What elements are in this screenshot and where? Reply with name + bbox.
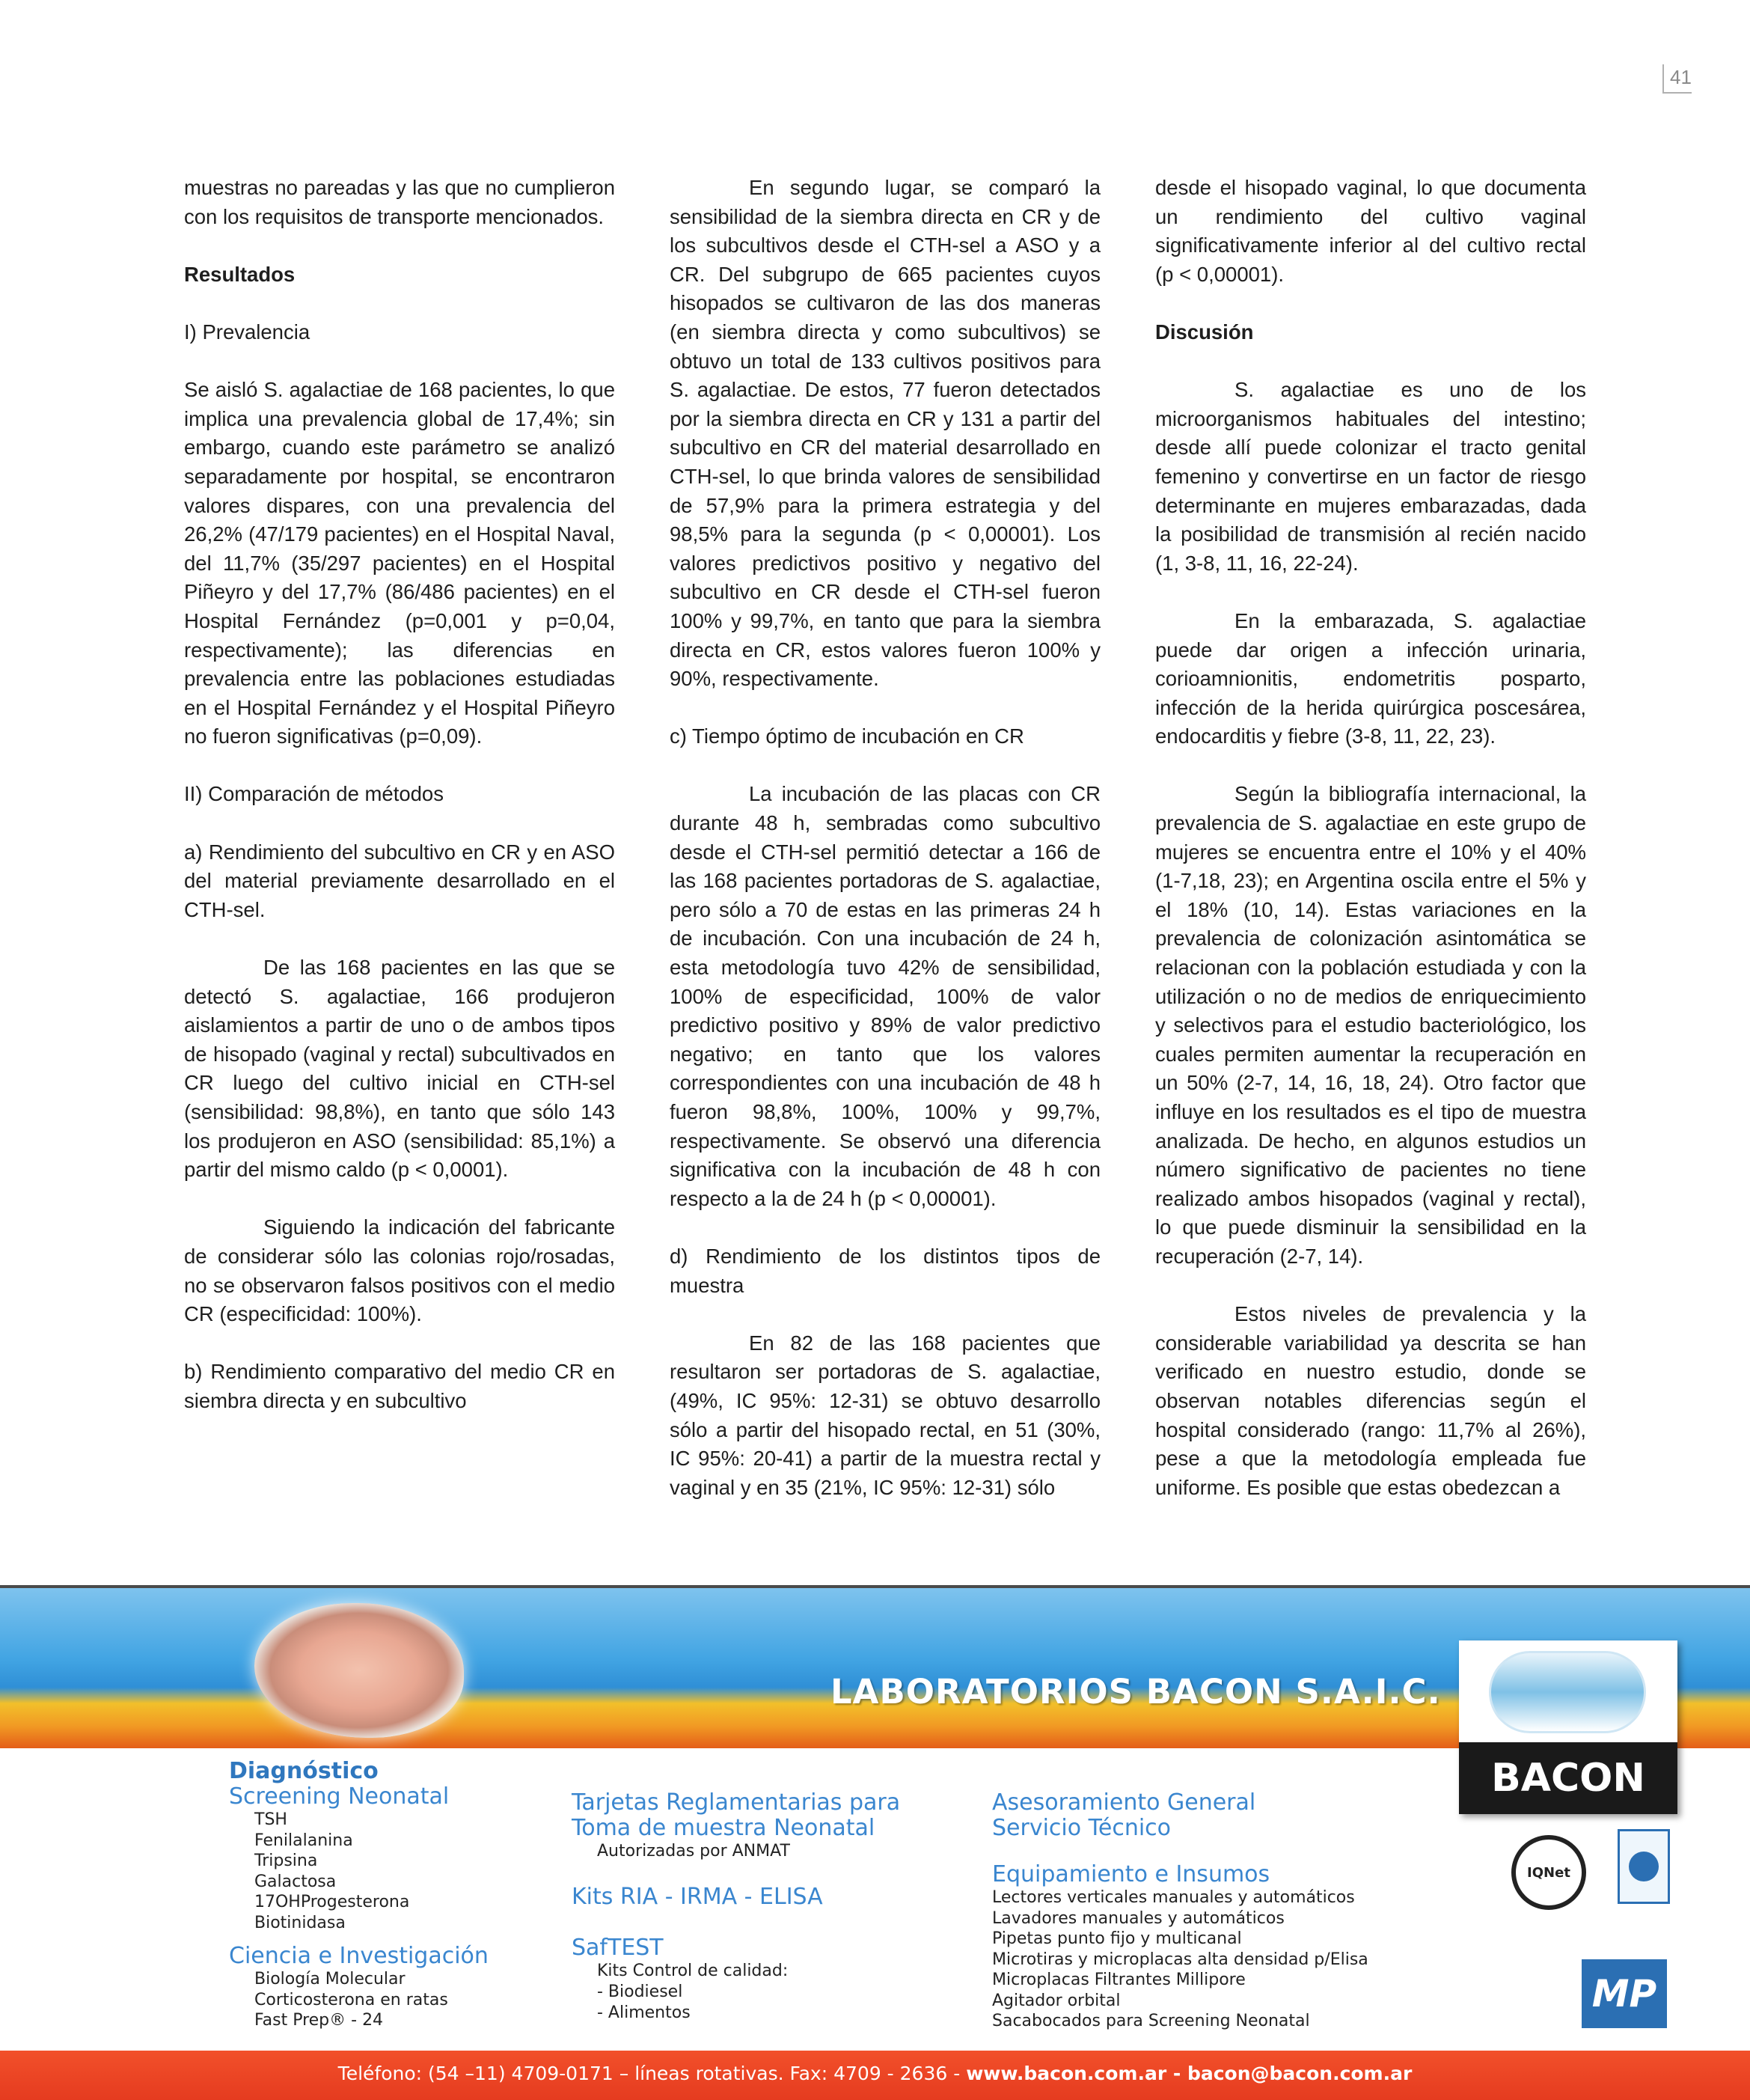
ad-company-name: LABORATORIOS BACON S.A.I.C. [830,1672,1441,1712]
section-heading: Discusión [1155,320,1254,344]
ad-tarjetas-note: Autorizadas por ANMAT [597,1842,790,1861]
ad-asesoramiento-1: Asesoramiento General [992,1789,1256,1816]
ad-list-item: Galactosa [254,1872,337,1891]
ad-contact-footer [0,2051,1750,2100]
bacon-logo-mark [1489,1651,1646,1733]
ad-list-item: Biotinidasa [254,1913,346,1932]
ad-list-item: Corticosterona en ratas [254,1990,448,2009]
ad-footer-web-email: www.bacon.com.ar - bacon@bacon.com.ar [966,2063,1413,2084]
ad-saftest-list [572,1982,900,2024]
ad-list-item: Fenilalanina [254,1831,353,1850]
ad-asesoramiento-2: Servicio Técnico [992,1815,1172,1841]
paragraph: S. agalactiae es uno de los microorganismos habituales del intestino; desde allí puede colonizar el tracto genital femenino y convertirse en un factor de riesgo determinante en mujeres embarazadas, dada la posibilidad de transmisión al recién nacido (1, 3-8, 11, 16, 22-24). [1155,378,1586,575]
ad-diagnostico-title: Diagnóstico [229,1758,379,1784]
text-column-2 [670,174,1101,1502]
paragraph: Estos niveles de prevalencia y la considerable variabilidad ya descrita se han verificado en nuestro estudio, donde se observan notables diferencias según el hospital considerado (rango: 11,7% al 26%), pese a que la metodología empleada fue uniforme. Es posible que estas obedezcan a [1155,1302,1586,1499]
iqnet-seal-text: IQNet [1527,1864,1570,1881]
ad-list-item: - Alimentos [597,2003,691,2022]
baby-feet-photo [254,1603,464,1738]
ad-tarjetas-title-1: Tarjetas Reglamentarias para [572,1789,901,1816]
ad-tarjetas-block [572,1790,900,2024]
ad-list-item: TSH [254,1810,287,1829]
ad-list-item: Microtiras y microplacas alta densidad p/Elisa [992,1950,1368,1969]
text-column-3 [1155,174,1586,1502]
ad-list-item: Lectores verticales manuales y automáticos [992,1888,1355,1907]
quality-certification-badge [1618,1829,1670,1904]
ad-kits-title: Kits RIA - IRMA - ELISA [572,1884,823,1910]
mp-logo: MP [1582,1959,1667,2028]
ad-equip-title: Equipamiento e Insumos [992,1861,1270,1887]
paragraph: desde el hisopado vaginal, lo que documenta un rendimiento del cultivo vaginal significativamente inferior al del cultivo rectal (p < 0,00001). [1155,176,1586,286]
paragraph: d) Rendimiento de los distintos tipos de muestra [670,1244,1101,1297]
certification-icon [1629,1852,1659,1881]
ad-screening-list [229,1810,489,1933]
ad-list-item: Pipetas punto fijo y multicanal [992,1929,1242,1948]
ad-list-item: Sacabocados para Screening Neonatal [992,2012,1310,2030]
paragraph: muestras no pareadas y las que no cumplieron con los requisitos de transporte mencionados. [184,176,615,228]
page-number: 41 [1662,64,1692,94]
paragraph: En 82 de las 168 pacientes que resultaron ser portadoras de S. agalactiae, (49%, IC 95%: 12-31) se obtuvo desarrollo sólo a partir del hisopado rectal, en 51 (30%, IC 95%: 20-41) a partir de la muestra rectal y vaginal y en 35 (21%, IC 95%: 12-31) sólo [670,1331,1101,1499]
paragraph: I) Prevalencia [184,320,310,344]
advertisement [0,1585,1750,2100]
paragraph: II) Comparación de métodos [184,782,444,806]
paragraph: En segundo lugar, se comparó la sensibilidad de la siembra directa en CR y de los subcultivos desde el CTH-sel a ASO y a CR. Del subgrupo de 665 pacientes cuyos hisopados se cultivaron de las dos maneras (en siembra directa y como subcultivos) se obtuvo un total de 133 cultivos positivos para S. agalactiae. De estos, 77 fueron detectados por la siembra directa en CR y 131 a partir del subcultivo en CR del material desarrollado en CTH-sel, lo que brinda valores de sensibilidad de 57,9% para la primera estrategia y del 98,5% para la segunda (p < 0,00001). Los valores predictivos positivo y negativo del subcultivo en CR desde el CTH-sel fueron 100% y 99,7%, en tanto que para la siembra directa en CR, estos valores fueron 100% y 90%, respectivamente. [670,176,1101,691]
bacon-logo-text: BACON [1459,1742,1677,1814]
paragraph: En la embarazada, S. agalactiae puede dar origen a infección urinaria, corioamnionitis, endometritis posparto, infección de la herida quirúrgica poscesárea, endocarditis y fiebre (3-8, 11, 22, 23). [1155,608,1586,748]
ad-list-item: - Biodiesel [597,1983,683,2001]
ad-list-item: Lavadores manuales y automáticos [992,1908,1285,1928]
ad-saftest-title: SafTEST [572,1935,664,1961]
paragraph: a) Rendimiento del subcultivo en CR y en ASO del material previamente desarrollado en el CTH-sel. [184,840,615,921]
paragraph: c) Tiempo óptimo de incubación en CR [670,724,1024,748]
ad-screening-title: Screening Neonatal [229,1783,450,1810]
paragraph: Siguiendo la indicación del fabricante de considerar sólo las colonias rojo/rosadas, no se observaron falsos positivos con el medio CR (especificidad: 100%). [184,1215,615,1326]
paragraph: La incubación de las placas con CR durante 48 h, sembradas como subcultivo desde el CTH-sel permitió detectar a 166 de las 168 pacientes portadoras de S. agalactiae, pero sólo a 70 de estas en las primeras 24 h de incubación. Con una incubación de 24 h, esta metodología tuvo 42% de sensibilidad, 100% de especificidad, 100% de valor predictivo positivo y 89% de valor predictivo negativo; en tanto que los valores correspondientes con una incubación de 48 h fueron 98,8%, 100%, 100% y 99,7%, respectivamente. Se observó una diferencia significativa con la incubación de 48 h con respecto a la de 24 h (p < 0,00001). [670,782,1101,1210]
ad-list-item: 17OHProgesterona [254,1893,410,1911]
ad-list-item: Microplacas Filtrantes Millipore [992,1971,1246,1989]
paragraph: b) Rendimiento comparativo del medio CR en siembra directa y en subcultivo [184,1360,615,1412]
ad-list-item: Fast Prep® - 24 [254,2011,384,2030]
ad-footer-phone: Teléfono: (54 –11) 4709-0171 – líneas rotativas. Fax: 4709 - 2636 - [337,2063,967,2084]
ad-tarjetas-title-2: Toma de muestra Neonatal [572,1815,875,1841]
ad-saftest-note: Kits Control de calidad: [597,1962,789,1980]
paragraph: De las 168 pacientes en las que se detectó S. agalactiae, 166 produjeron aislamientos a partir de uno o de ambos tipos de hisopado (vaginal y rectal) subcultivados en CR luego del cultivo inicial en CTH-sel (sensibilidad: 98,8%), en tanto que sólo 143 los produjeron en ASO (sensibilidad: 85,1%) a partir del mismo caldo (p < 0,0001). [184,956,615,1182]
iqnet-certification-seal [1511,1835,1586,1910]
ad-ciencia-title: Ciencia e Investigación [229,1943,489,1969]
ad-diagnostico-block [229,1759,489,2031]
paragraph: Según la bibliografía internacional, la prevalencia de S. agalactiae en este grupo de mujeres se encuentra entre el 10% y el 40% (1-7,18, 23); en Argentina oscila entre el 5% y el 18% (10, 14). Estas variaciones en la prevalencia de colonización asintomática se relacionan con la población estudiada y con la utilización o no de medios de enriquecimiento y selectivos para el estudio bacteriológico, los cuales permiten aumentar la recuperación en un 50% (2-7, 14, 16, 18, 24). Otro factor que influye en los resultados es el tipo de muestra analizada. De hecho, en algunos estudios un número significativo de pacientes no tiene realizado ambos hisopados (vaginal y rectal), lo que puede disminuir la sensibilidad en la recuperación (2-7, 14). [1155,782,1586,1268]
ad-list-item: Agitador orbital [992,1991,1121,2010]
ad-ciencia-list [229,1969,489,2031]
text-column-1 [184,174,615,1416]
bacon-logo [1459,1640,1677,1814]
ad-list-item: Tripsina [254,1852,318,1870]
ad-list-item: Biología Molecular [254,1970,406,1988]
paragraph: Se aisló S. agalactiae de 168 pacientes, lo que implica una prevalencia global de 17,4%; sin embargo, cuando este parámetro se analizó separadamente por hospital, se encontraron valores dispares, con una prevalencia del 26,2% (47/179 pacientes) en el Hospital Naval, del 11,7% (35/297 pacientes) en el Hospital Piñeyro y del 17,7% (86/486 pacientes) en el Hospital Fernández (p=0,001 y p=0,04, respectivamente); las diferencias en prevalencia entre las poblaciones estudiadas en el Hospital Fernández y el Hospital Piñeyro no fueron significativas (p=0,09). [184,378,615,748]
ad-equip-list [992,1887,1368,2032]
ad-equipamiento-block [992,1790,1368,2032]
section-heading: Resultados [184,262,296,286]
